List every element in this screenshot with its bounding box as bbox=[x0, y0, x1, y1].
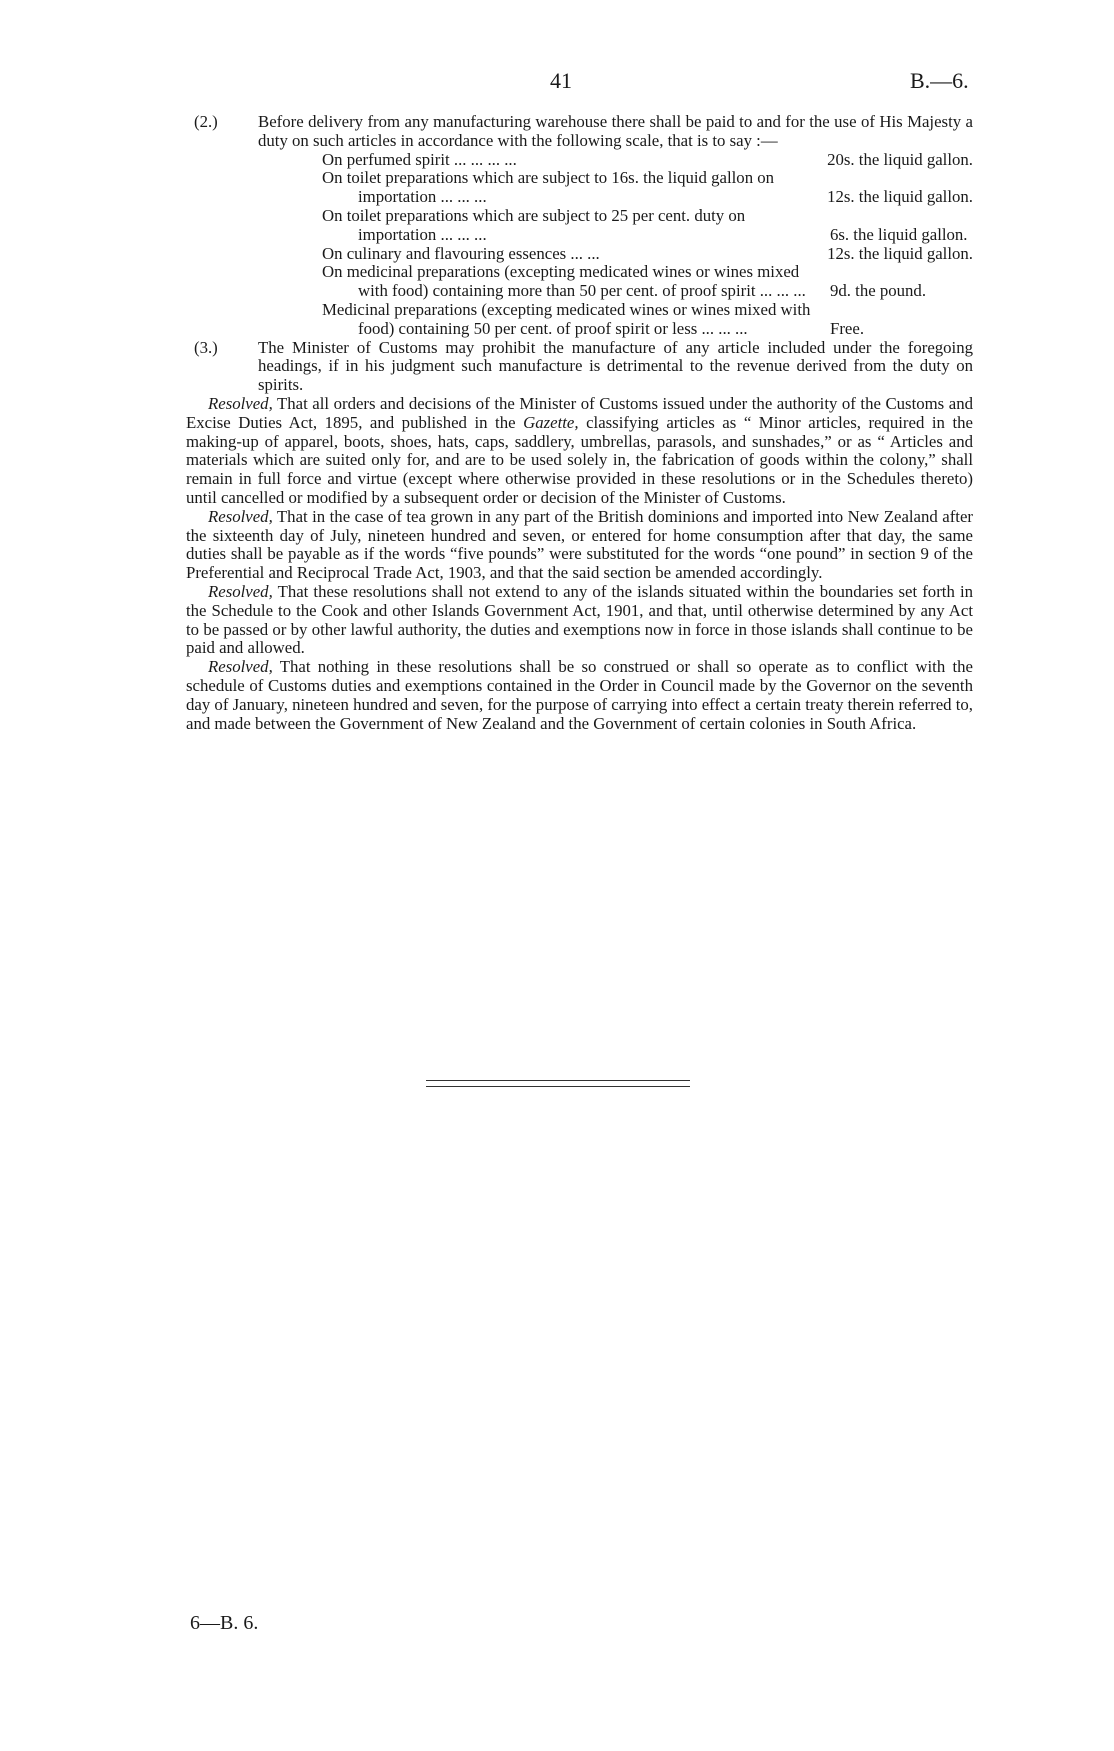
paragraph-2-number: (2.) bbox=[194, 112, 218, 131]
schedule-item: On culinary and flavouring essences ... ... bbox=[322, 243, 600, 263]
page-number: 41 bbox=[550, 68, 572, 93]
schedule-rate: 6s. the liquid gallon. bbox=[830, 224, 968, 244]
paragraph-3-text: The Minister of Customs may prohibit the manufacture of any article included under the foregoing headings, if in his judgment such manufacture is detrimental to the revenue derived from the duty on spirits. bbox=[258, 337, 973, 395]
resolution-text: That all orders and decisions of the Minister of Customs issued under the authority of the Customs and Excise Duties Act, 1895, and published in the bbox=[186, 393, 973, 432]
schedule-item: On medicinal preparations (excepting medicated wines or wines mixed with food) containing more than 50 per cent. of proof spirit ... ... ... bbox=[322, 262, 806, 301]
resolution-text: That in the case of tea grown in any part of the British dominions and imported into New Zealand after the sixteenth day of July, nineteen hundred and seven, or entered for home consumption after that day, the same duties shall be payable as if the words “five pounds” were substituted for the words “one pound” in section 9 of the Preferential and Reciprocal Trade Act, 1903, and that the said section be amended accordingly. bbox=[186, 506, 973, 583]
schedule-rate: 9d. the pound. bbox=[830, 281, 927, 301]
paragraph-2 bbox=[186, 113, 973, 151]
paragraph-3-number: (3.) bbox=[194, 337, 218, 357]
schedule-row bbox=[322, 301, 973, 339]
resolution-text-cont: classifying articles as “ Minor articles, required in the making-up of apparel, boots, shoes, hats, caps, saddlery, umbrellas, parasols, and sunshades,” or as “ Articles and materials which are suited only for, and are to be used solely in, the fabrication of goods within the colony,” shall remain in full force and virtue (except where otherwise provided in these resolutions or in the Schedules thereto) until cancelled or modified by a subsequent order or decision of the Minister of Customs. bbox=[186, 412, 973, 507]
document-body bbox=[186, 113, 973, 733]
schedule-rate: 12s. the liquid gallon. bbox=[827, 243, 973, 263]
resolution-lead: Resolved, bbox=[208, 393, 273, 413]
paragraph-3 bbox=[186, 339, 973, 395]
resolution-4 bbox=[186, 658, 973, 733]
resolution-lead: Resolved, bbox=[208, 657, 273, 677]
closing-rule-bottom bbox=[426, 1086, 690, 1087]
resolution-1 bbox=[186, 395, 973, 508]
gazette-italic: Gazette, bbox=[523, 412, 579, 432]
schedule-item: On perfumed spirit ... ... ... ... bbox=[322, 149, 517, 169]
schedule-row bbox=[322, 245, 973, 264]
resolution-text: That these resolutions shall not extend to any of the islands situated within the boundaries set forth in the Schedule to the Cook and other Islands Government Act, 1901, and that, until otherwise determined by any Act to be passed or by other lawful authority, the duties and exemptions now in force in those islands shall continue to be paid and allowed. bbox=[186, 581, 973, 658]
schedule-row bbox=[322, 169, 973, 207]
schedule-rate: Free. bbox=[830, 318, 865, 338]
schedule-row bbox=[322, 263, 973, 301]
paragraph-2-text: Before delivery from any manufacturing warehouse there shall be paid to and for the use of His Majesty a duty on such articles in accordance with the following scale, that is to say :— bbox=[258, 112, 973, 150]
schedule-row bbox=[322, 151, 973, 170]
schedule-row bbox=[322, 207, 973, 245]
resolution-2 bbox=[186, 508, 973, 583]
schedule-rate: 20s. the liquid gallon. bbox=[827, 149, 973, 169]
resolution-lead: Resolved, bbox=[208, 506, 273, 526]
page-reference: B.—6. bbox=[910, 68, 969, 93]
schedule-item: On toilet preparations which are subject to 16s. the liquid gallon on importation ... ... ... bbox=[322, 168, 775, 207]
resolution-text: That nothing in these resolutions shall be so construed or shall so operate as to conflict with the schedule of Customs duties and exemptions contained in the Order in Council made by the Governor on the seventh day of January, nineteen hundred and seven, for the purpose of carrying into effect a certain treaty therein referred to, and made between the Government of New Zealand and the Government of certain colonies in South Africa. bbox=[186, 657, 973, 733]
schedule-item: On toilet preparations which are subject to 25 per cent. duty on importation ... ... ... bbox=[322, 205, 746, 244]
signature-mark: 6—B. 6. bbox=[190, 1612, 259, 1634]
resolution-lead: Resolved, bbox=[208, 581, 273, 601]
schedule-item: Medicinal preparations (excepting medicated wines or wines mixed with food) containing 50 per cent. of proof spirit or less ... ... ... bbox=[322, 299, 811, 338]
schedule-rate: 12s. the liquid gallon. bbox=[827, 187, 973, 207]
duty-schedule bbox=[322, 151, 973, 339]
closing-rule-top bbox=[426, 1080, 690, 1081]
resolution-3 bbox=[186, 583, 973, 658]
